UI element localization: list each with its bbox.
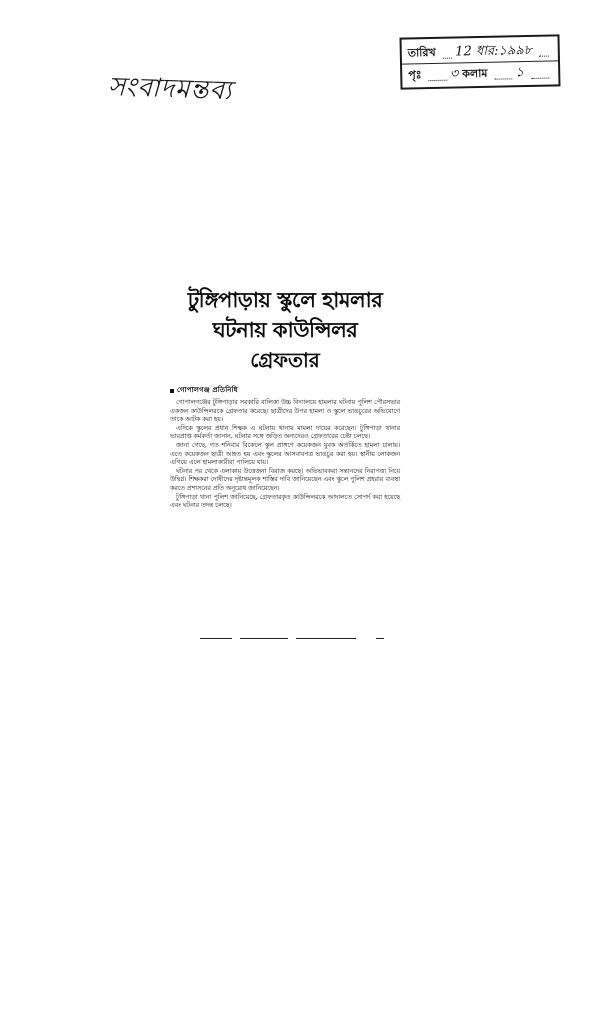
byline-text: গোপালগঞ্জ প্রতিনিধি xyxy=(177,385,238,394)
stamp-column-value: ১ xyxy=(515,65,525,81)
article-body xyxy=(170,399,400,511)
clipping-end-rule xyxy=(200,638,385,639)
stamp-dots xyxy=(494,68,512,79)
news-clipping xyxy=(170,285,400,511)
stamp-page-value: ৩ xyxy=(449,66,459,82)
newspaper-masthead: সংবাদমন্তব্য xyxy=(107,71,233,107)
article-paragraph: জানা গেছে, গত শনিবার বিকেলে স্কুল প্রাঙ্গণে কয়েকজন যুবক অতর্কিতে হামলা চালায়। এতে কয়েকজন ছাত্রী আহত হয় এবং স্কুলের আসবাবপত্র ভাঙচুর করা হয়। স্থানীয় লোকজন এগিয়ে এলে হামলাকারীরা পালিয়ে যায়। xyxy=(170,441,400,467)
headline-line-3: গ্রেফতার xyxy=(250,348,320,372)
stamp-page-label: পৃঃ xyxy=(408,68,422,82)
article-byline xyxy=(170,385,400,397)
rule-segment xyxy=(200,638,232,639)
rule-segment xyxy=(296,638,356,639)
stamp-page-row xyxy=(408,61,552,86)
stamp-dots xyxy=(539,45,549,56)
stamp-column-label: কলাম xyxy=(462,66,488,81)
stamp-dots xyxy=(443,47,453,58)
headline-line-2: ঘটনায় কাউন্সিলর xyxy=(212,318,358,342)
stamp-dots xyxy=(531,67,549,78)
stamp-date-label: তারিখ xyxy=(407,45,436,60)
headline-line-1: টুঙ্গিপাড়ায় স্কুলে হামলার xyxy=(187,288,383,312)
article-paragraph: টুঙ্গিপাড়া থানা পুলিশ জানিয়েছে, গ্রেফতারকৃত কাউন্সিলরকে আদালতে সোপর্দ করা হয়েছে এবং ঘটনার তদন্ত চলছে। xyxy=(170,493,400,510)
article-paragraph: এদিকে স্কুলের প্রধান শিক্ষক এ ঘটনায় থানায় মামলা দায়ের করেছেন। টুঙ্গিপাড়া থানার ভারপ্রাপ্ত কর্মকর্তা জানান, ঘটনার সঙ্গে জড়িত অন্যদেরও গ্রেফতারের চেষ্টা চলছে। xyxy=(170,424,400,441)
article-paragraph: গোপালগঞ্জের টুঙ্গিপাড়ার সরকারি বালিকা উচ্চ বিদ্যালয়ে হামলার ঘটনায় পুলিশ পৌরসভার একজন কাউন্সিলরকে গ্রেফতার করেছে। ছাত্রীদের উপর হামলা ও স্কুলে ভাঙচুরের অভিযোগে তাকে আটক করা হয়। xyxy=(170,399,400,424)
stamp-dots xyxy=(428,69,446,80)
article-paragraph: ঘটনার পর থেকে এলাকায় উত্তেজনা বিরাজ করছে। অভিভাবকরা সন্তানদের নিরাপত্তা নিয়ে উদ্বিগ্ন। শিক্ষকরা দোষীদের দৃষ্টান্তমূলক শাস্তির দাবি জানিয়েছেন এবং স্কুলে পুলিশ প্রহরার ব্যবস্থা করতে প্রশাসনের প্রতি অনুরোধ জানিয়েছেন। xyxy=(170,467,400,492)
article-headline xyxy=(170,285,400,375)
rule-segment xyxy=(240,638,288,639)
stamp-date-value: 12 ধার:১৯৯৮ xyxy=(455,42,533,60)
archive-stamp xyxy=(399,34,560,89)
rule-segment xyxy=(376,638,384,639)
bullet-square-icon xyxy=(170,389,174,393)
